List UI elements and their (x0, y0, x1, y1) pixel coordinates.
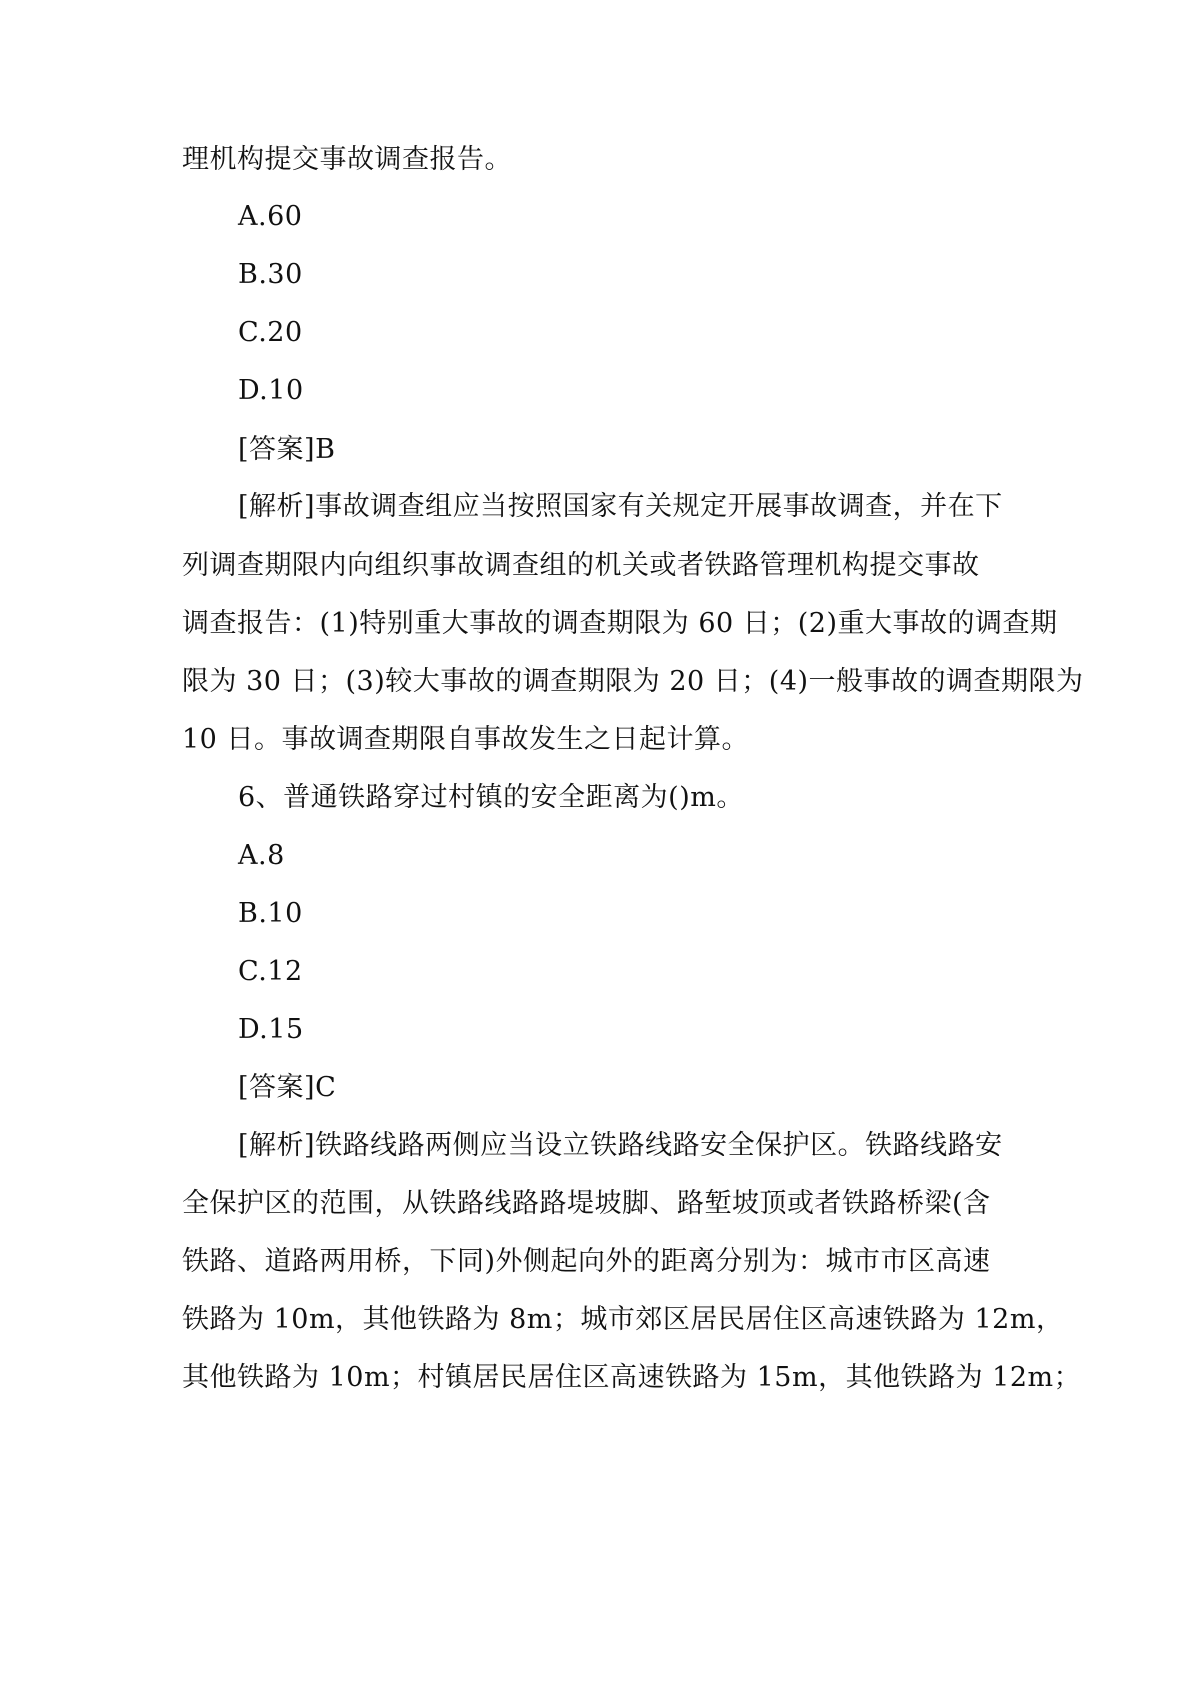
analysis-line: 列调查期限内向组织事故调查组的机关或者铁路管理机构提交事故 (182, 550, 980, 581)
text-line-continuation: 理机构提交事故调查报告。 (182, 144, 512, 175)
analysis-line: 调查报告：(1)特别重大事故的调查期限为 60 日；(2)重大事故的调查期 (182, 608, 1058, 639)
option-a: A.60 (238, 201, 303, 232)
option-d: D.10 (238, 375, 304, 406)
analysis-line: 铁路、道路两用桥，下同)外侧起向外的距离分别为：城市市区高速 (182, 1246, 991, 1277)
option-a: A.8 (238, 840, 285, 871)
analysis-line: 其他铁路为 10m；村镇居民居住区高速铁路为 15m，其他铁路为 12m； (182, 1362, 1082, 1393)
analysis-line: 限为 30 日；(3)较大事故的调查期限为 20 日；(4)一般事故的调查期限为 (182, 666, 1084, 697)
answer-label: [答案]B (238, 434, 336, 465)
answer-label: [答案]C (238, 1072, 337, 1103)
analysis-line: 铁路为 10m，其他铁路为 8m；城市郊区居民居住区高速铁路为 12m， (182, 1304, 1064, 1335)
question-title: 6、普通铁路穿过村镇的安全距离为()m。 (238, 782, 744, 813)
option-d: D.15 (238, 1014, 304, 1045)
analysis-line: [解析]铁路线路两侧应当设立铁路线路安全保护区。铁路线路安 (238, 1130, 1003, 1161)
option-b: B.30 (238, 259, 303, 290)
option-c: C.20 (238, 317, 303, 348)
analysis-line: [解析]事故调查组应当按照国家有关规定开展事故调查，并在下 (238, 491, 1003, 522)
analysis-line: 10 日。事故调查期限自事故发生之日起计算。 (182, 724, 749, 755)
option-c: C.12 (238, 956, 303, 987)
option-b: B.10 (238, 898, 303, 929)
analysis-line: 全保护区的范围，从铁路线路路堤坡脚、路堑坡顶或者铁路桥梁(含 (182, 1188, 991, 1219)
